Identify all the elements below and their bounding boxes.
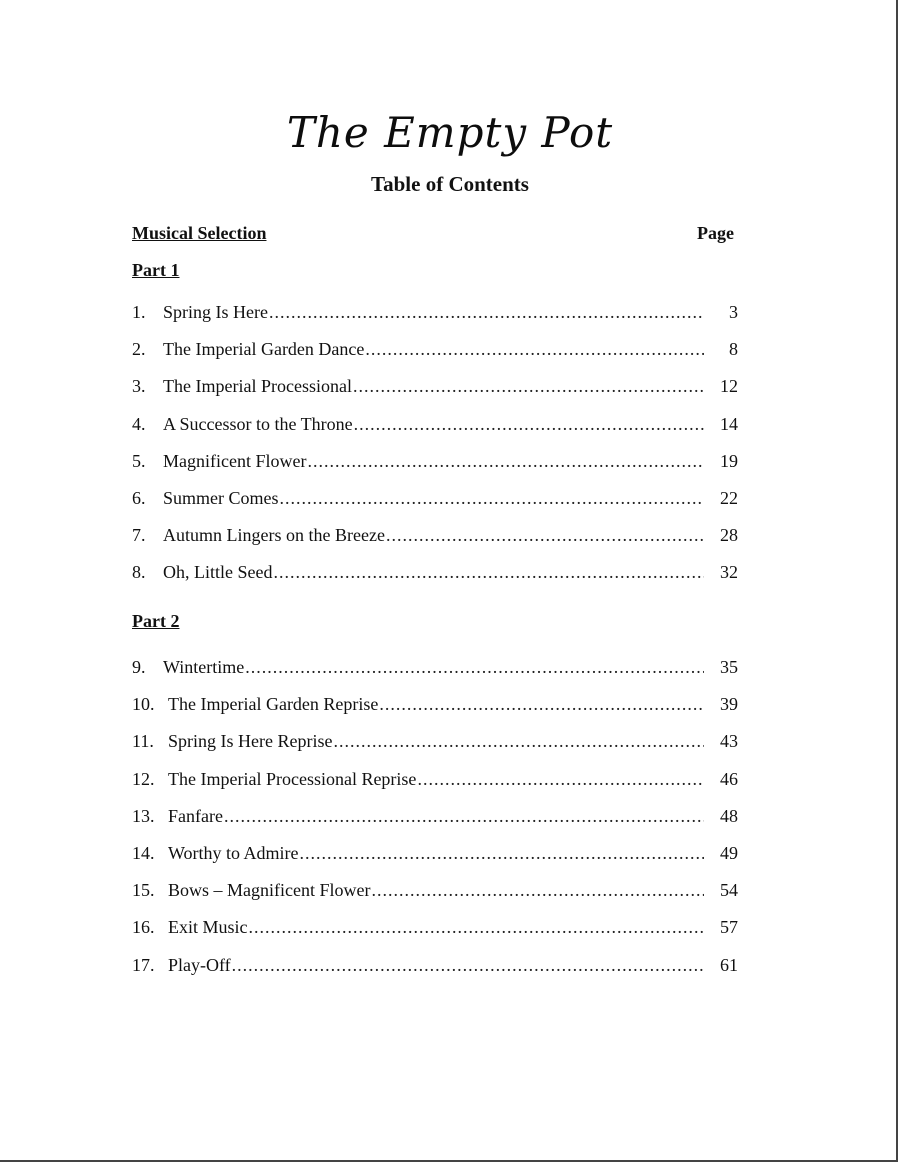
- dot-leader: [280, 488, 705, 509]
- toc-entry: [132, 806, 738, 843]
- toc-entry: [132, 955, 738, 992]
- toc-entry: [132, 414, 738, 451]
- entry-page: 48: [720, 805, 738, 826]
- entry-number: 6.: [132, 487, 146, 508]
- entry-number: 14.: [132, 842, 155, 863]
- entry-title: Bows – Magnificent Flower: [168, 880, 371, 901]
- entry-title: Oh, Little Seed: [163, 562, 273, 583]
- entry-number: 7.: [132, 525, 146, 546]
- dot-leader: [307, 451, 704, 472]
- dot-leader: [333, 731, 704, 752]
- entry-title: The Imperial Garden Dance: [163, 339, 365, 360]
- dot-leader: [269, 302, 704, 323]
- toc-entry: [132, 843, 738, 880]
- entry-page: 32: [720, 562, 738, 583]
- entry-title: Wintertime: [163, 657, 245, 677]
- entry-page: 49: [720, 842, 738, 863]
- dot-leader: [379, 694, 704, 715]
- entry-number: 10.: [132, 694, 155, 715]
- entry-number: 11.: [132, 731, 154, 752]
- entry-title: Exit Music: [168, 917, 248, 938]
- entry-title: Worthy to Admire: [168, 842, 299, 863]
- dot-leader: [354, 414, 704, 435]
- entry-title: Play-Off: [168, 954, 231, 975]
- toc-entry: [132, 769, 738, 806]
- entry-number: 16.: [132, 917, 155, 938]
- toc-entry: [132, 731, 738, 768]
- entry-number: 12.: [132, 768, 155, 789]
- toc-list-part-2: [132, 657, 738, 992]
- dot-leader: [417, 769, 704, 790]
- toc-entry: [132, 657, 738, 694]
- toc-entry: [132, 880, 738, 917]
- dot-leader: [353, 376, 704, 397]
- toc-entry: [132, 339, 738, 376]
- entry-title: Magnificent Flower: [163, 450, 307, 471]
- toc-entry: [132, 694, 738, 731]
- entry-number: 3.: [132, 376, 146, 397]
- dot-leader: [245, 657, 704, 678]
- entry-page: 28: [720, 525, 738, 546]
- entry-page: 39: [720, 694, 738, 715]
- entry-title: The Imperial Garden Reprise: [168, 694, 379, 715]
- dot-leader: [232, 955, 704, 976]
- part-heading-1: Part 1: [132, 260, 180, 280]
- entry-number: 8.: [132, 562, 146, 583]
- entry-page: 14: [720, 413, 738, 434]
- entry-page: 22: [720, 487, 738, 508]
- column-header-selection: Musical Selection: [132, 223, 267, 243]
- toc-entry: [132, 376, 738, 413]
- entry-number: 1.: [132, 302, 146, 322]
- column-header-page: Page: [697, 223, 734, 243]
- entry-number: 2.: [132, 339, 146, 360]
- dot-leader: [386, 525, 704, 546]
- toc-entry: [132, 302, 738, 339]
- entry-title: Autumn Lingers on the Breeze: [163, 525, 385, 546]
- toc-list-part-1: [132, 302, 738, 600]
- entry-page: 35: [720, 657, 738, 677]
- document-title: The Empty Pot: [286, 108, 614, 157]
- entry-title: Spring Is Here Reprise: [168, 731, 333, 752]
- entry-page: 3: [729, 302, 738, 322]
- entry-page: 54: [720, 880, 738, 901]
- toc-entry: [132, 451, 738, 488]
- entry-page: 12: [720, 376, 738, 397]
- entry-title: Fanfare: [168, 805, 223, 826]
- dot-leader: [365, 339, 704, 360]
- dot-leader: [249, 917, 705, 938]
- toc-entry: [132, 488, 738, 525]
- entry-title: Summer Comes: [163, 487, 279, 508]
- entry-number: 15.: [132, 880, 155, 901]
- document-subtitle: Table of Contents: [371, 172, 529, 196]
- toc-entry: [132, 562, 738, 599]
- dot-leader: [371, 880, 704, 901]
- entry-page: 61: [720, 954, 738, 975]
- entry-page: 57: [720, 917, 738, 938]
- entry-number: 4.: [132, 413, 146, 434]
- dot-leader: [224, 806, 704, 827]
- toc-entry: [132, 917, 738, 954]
- entry-title: Spring Is Here: [163, 302, 268, 322]
- part-heading-2: Part 2: [132, 611, 180, 631]
- dot-leader: [300, 843, 704, 864]
- entry-page: 8: [729, 339, 738, 360]
- entry-number: 17.: [132, 954, 155, 975]
- toc-entry: [132, 525, 738, 562]
- entry-title: The Imperial Processional: [163, 376, 352, 397]
- entry-number: 9.: [132, 657, 146, 677]
- entry-number: 5.: [132, 450, 146, 471]
- entry-page: 43: [720, 731, 738, 752]
- entry-number: 13.: [132, 805, 155, 826]
- entry-title: A Successor to the Throne: [163, 413, 353, 434]
- entry-title: The Imperial Processional Reprise: [168, 768, 417, 789]
- entry-page: 46: [720, 768, 738, 789]
- entry-page: 19: [720, 450, 738, 471]
- dot-leader: [273, 562, 704, 583]
